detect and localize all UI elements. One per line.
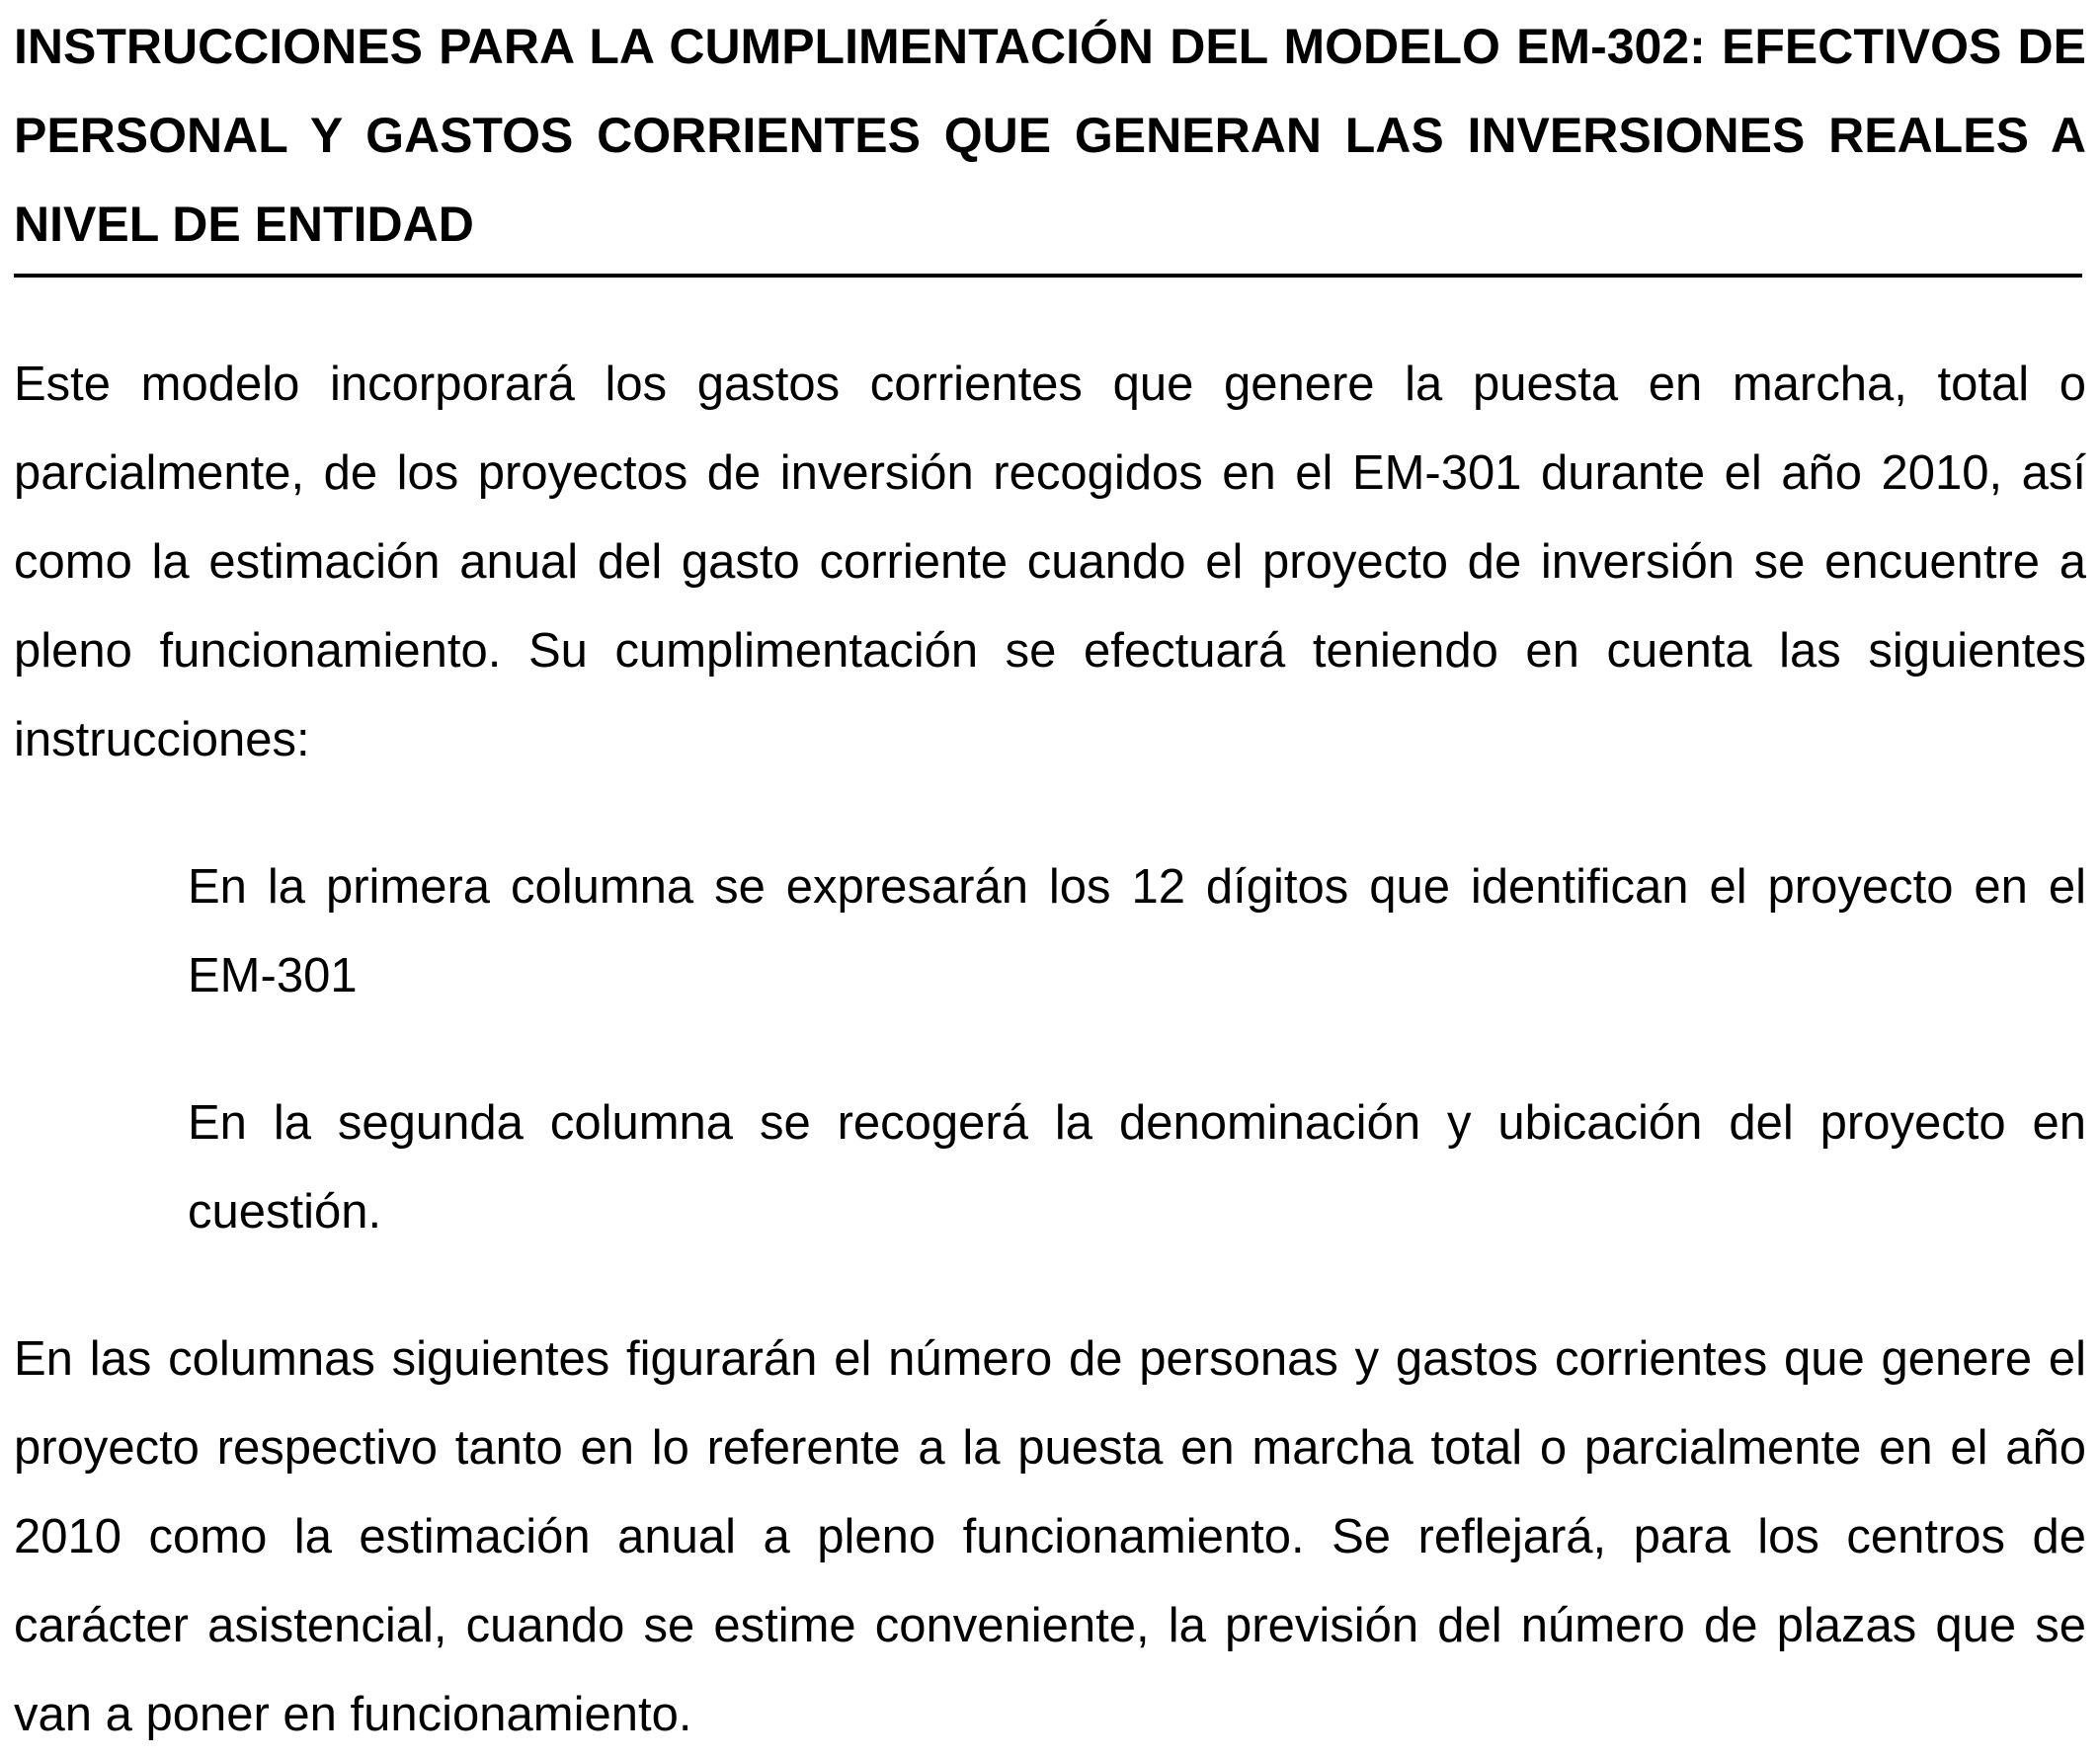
- second-column-instruction: En la segunda columna se recogerá la denominación y ubicación del proyecto en cuestión.: [188, 1096, 2086, 1239]
- following-columns-paragraph: En las columnas siguientes figurarán el número de personas y gastos corrientes que genere el proyecto respectivo tanto en lo referente a la puesta en marcha total o parcialmente en el año 2010 como la estimación anual a pleno funcionamiento. Se reflejará, para los centros de carácter asistencial, cuando se estime conveniente, la previsión del número de plazas que se van a poner en funcionamiento.: [14, 1332, 2086, 1741]
- intro-paragraph: Este modelo incorporará los gastos corrientes que genere la puesta en marcha, total o parcialmente, de los proyectos de inversión recogidos en el EM-301 durante el año 2010, así como la estimación anual del gasto corriente cuando el proyecto de inversión se encuentre a pleno funcionamiento. Su cumplimentación se efectuará teniendo en cuenta las siguientes instrucciones:: [14, 358, 2086, 766]
- document-title: INSTRUCCIONES PARA LA CUMPLIMENTACIÓN DEL MODELO EM-302: EFECTIVOS DE PERSONAL Y GASTOS CORRIENTES QUE GENERAN LAS INVERSIONES REALES A NIVEL DE ENTIDAD: [14, 19, 2086, 252]
- title-divider: [14, 274, 2082, 278]
- document-page: [14, 0, 2086, 1759]
- first-column-instruction: En la primera columna se expresarán los 12 dígitos que identifican el proyecto en el EM-301: [188, 860, 2086, 1002]
